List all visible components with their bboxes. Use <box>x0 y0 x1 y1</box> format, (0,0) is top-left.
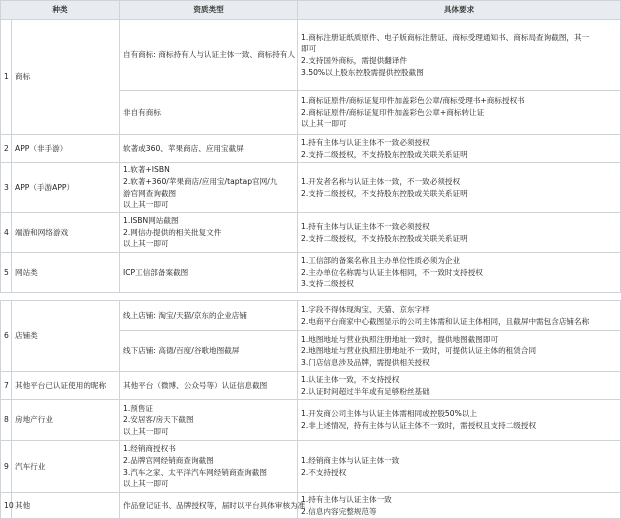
requirement-line: 2.不支持授权 <box>301 467 347 477</box>
requirement-line: 2.商标证原件/商标证复印件加盖彩色公章+商标转让证 <box>301 107 485 117</box>
requirement-line: 1.认证主体一致，不支持授权 <box>301 374 400 384</box>
qualification-line: 线上店铺: 淘宝/天猫/京东的企业店铺 <box>123 310 247 320</box>
requirement-line: 1.地图地址与营业执照注册地址一致时，提供地图截图即可 <box>301 334 499 344</box>
qualification-line: 3.汽车之家、太平洋汽车网经销商查询截图 <box>123 467 267 477</box>
category-name: 汽车行业 <box>12 441 120 493</box>
qualification-line: 其他平台（微博、公众号等）认证信息截图 <box>123 380 268 390</box>
qualification-type-cell <box>120 441 298 493</box>
qualification-line: 游官网查询截图 <box>123 188 177 198</box>
table-row <box>1 400 621 441</box>
qualification-line: 1.软著+ISBN <box>123 165 170 175</box>
requirement-line: 3.50%以上股东控股需提供控股截图 <box>301 67 424 77</box>
requirement-line: 3.支持二级授权 <box>301 279 354 289</box>
requirement-line: 2.支持二级授权，不支持股东控股或关联关系证明 <box>301 188 468 198</box>
row-number: 3 <box>1 163 12 213</box>
requirement-line: 1.持有主体与认证主体不一致必须授权 <box>301 137 430 147</box>
category-name: 其他平台已认证使用的昵称 <box>12 372 120 400</box>
qualification-type-cell <box>120 91 298 135</box>
qualification-line: 自有商标: 商标持有人与认证主体一致、商标持有人 <box>123 50 296 60</box>
table-row <box>1 301 621 331</box>
table-row <box>1 372 621 400</box>
qualification-line: 以上其一即可 <box>123 479 169 489</box>
qualification-type-cell <box>120 135 298 163</box>
requirement-line: 1.开发者名称与认证主体一致，不一致必须授权 <box>301 176 461 186</box>
requirement-line: 1.商标证原件/商标证复印件加盖彩色公章/商标受理书+商标授权书 <box>301 96 525 106</box>
qualification-type-cell <box>120 301 298 331</box>
requirement-line: 即可 <box>301 44 317 54</box>
requirement-line: 1.持有主体与认证主体一致 <box>301 495 392 504</box>
qualification-type-cell <box>120 331 298 372</box>
category-name: 端游和网络游戏 <box>12 213 120 253</box>
requirement-line: 3.门店信息涉及品牌，需提供相关授权 <box>301 357 430 367</box>
requirement-line: 2.电商平台商家中心截图显示的公司主体需和认证主体相同，且截屏中需包含店铺名称 <box>301 316 590 326</box>
requirement-line: 以上其一即可 <box>301 119 347 129</box>
category-name: APP（非手游） <box>12 135 120 163</box>
qualification-type-cell <box>120 163 298 213</box>
requirements-cell <box>298 441 621 493</box>
requirement-line: 2.支持二级授权，不支持股东控股或关联关系证明 <box>301 149 468 159</box>
requirement-line: 2.主办单位名称需与认证主体相同，不一致时支持授权 <box>301 267 483 277</box>
requirements-cell <box>298 331 621 372</box>
row-number: 1 <box>1 20 12 135</box>
qualification-type-cell <box>120 213 298 253</box>
requirement-line: 1.经销商主体与认证主体一致 <box>301 455 400 465</box>
category-name: 房地产行业 <box>12 400 120 441</box>
category-name: 商标 <box>12 20 120 135</box>
table-row <box>1 20 621 91</box>
qualification-line: 1.ISBN网站截图 <box>123 216 179 226</box>
row-number: 6 <box>1 301 12 372</box>
qualification-line: 2.网信办提供的相关批复文件 <box>123 227 222 237</box>
requirement-line: 2.地图地址与营业执照注册地址不一致时，可提供认证主体的租赁合同 <box>301 346 537 356</box>
row-number: 7 <box>1 372 12 400</box>
qualification-type-cell <box>120 493 306 519</box>
qualification-line: 以上其一即可 <box>123 239 169 249</box>
requirements-cell <box>298 213 621 253</box>
requirements-cell <box>298 163 621 213</box>
category-name: 其他 <box>12 493 120 519</box>
requirements-cell <box>298 493 621 519</box>
table-header-row <box>1 1 621 20</box>
qualification-line: 1.预售证 <box>123 403 154 413</box>
requirement-line: 2.支持二级授权，不支持股东控股或关联关系证明 <box>301 233 468 243</box>
qualification-line: ICP工信部备案截图 <box>123 267 189 277</box>
table-row <box>1 253 621 293</box>
header-qualification-type: 资质类型 <box>120 1 298 20</box>
qualification-line: 线下店铺: 高德/百度/谷歌地图截屏 <box>123 346 240 356</box>
requirements-cell <box>298 20 621 91</box>
section-gap <box>1 293 621 301</box>
table-row <box>1 441 621 493</box>
row-number: 9 <box>1 441 12 493</box>
table-row <box>1 163 621 213</box>
qualification-type-cell <box>120 20 298 91</box>
qualification-type-cell <box>120 400 298 441</box>
requirement-line: 2.支持国外商标，需提供翻译件 <box>301 56 407 65</box>
requirements-cell <box>298 400 621 441</box>
qualification-type-cell <box>120 372 298 400</box>
requirement-line: 2.认证时间超过半年或有足够粉丝基础 <box>301 386 430 396</box>
table-row <box>1 135 621 163</box>
row-number: 10 <box>1 493 12 519</box>
requirement-line: 2.非上述情况，持有主体与认证主体不一致时，需授权且支持二级授权 <box>301 421 537 430</box>
header-requirements: 具体要求 <box>298 1 621 20</box>
requirements-cell <box>298 91 621 135</box>
requirement-line: 1.开发商公司主体与认证主体需相同或控股50%以上 <box>301 409 477 419</box>
qualification-type-cell <box>120 253 298 293</box>
qualification-line: 以上其一即可 <box>123 426 169 436</box>
header-category: 种类 <box>1 1 120 20</box>
qualification-line: 软著或360、苹果商店、应用宝截屏 <box>123 143 244 153</box>
requirements-cell <box>298 372 621 400</box>
category-name: 网站类 <box>12 253 120 293</box>
qualification-line: 2.软著+360/苹果商店/应用宝/taptap官网/九 <box>123 176 278 186</box>
qualification-line: 以上其一即可 <box>123 200 169 210</box>
qualification-line: 作品登记证书、品牌授权等，届时以平台具体审核为准 <box>123 500 306 510</box>
table-row <box>1 213 621 253</box>
requirements-cell <box>298 253 621 293</box>
row-number: 2 <box>1 135 12 163</box>
requirements-cell <box>298 301 621 331</box>
category-name: 店铺类 <box>12 301 120 372</box>
requirement-line: 1.工信部的备案名称且主办单位性质必须为企业 <box>301 256 461 266</box>
category-name: APP（手游APP） <box>12 163 120 213</box>
qualification-line: 2.品牌官网经销商查询截图 <box>123 455 214 465</box>
qualification-line: 非自有商标 <box>123 107 161 117</box>
requirements-cell <box>298 135 621 163</box>
qualification-line: 2.安居客/房天下截图 <box>123 415 194 425</box>
row-number: 4 <box>1 213 12 253</box>
row-number: 8 <box>1 400 12 441</box>
requirement-line: 1.字段不得体现淘宝、天猫、京东字样 <box>301 304 430 314</box>
requirement-line: 2.信息内容完整规范等 <box>301 506 377 516</box>
requirement-line: 1.持有主体与认证主体不一致必须授权 <box>301 221 430 231</box>
row-number: 5 <box>1 253 12 293</box>
requirement-line: 1.商标注册证纸质原件、电子版商标注册证、商标受理通知书、商标局查询截图，其一 <box>301 32 590 42</box>
table-row <box>1 493 621 519</box>
qualification-line: 1.经销商授权书 <box>123 444 176 454</box>
